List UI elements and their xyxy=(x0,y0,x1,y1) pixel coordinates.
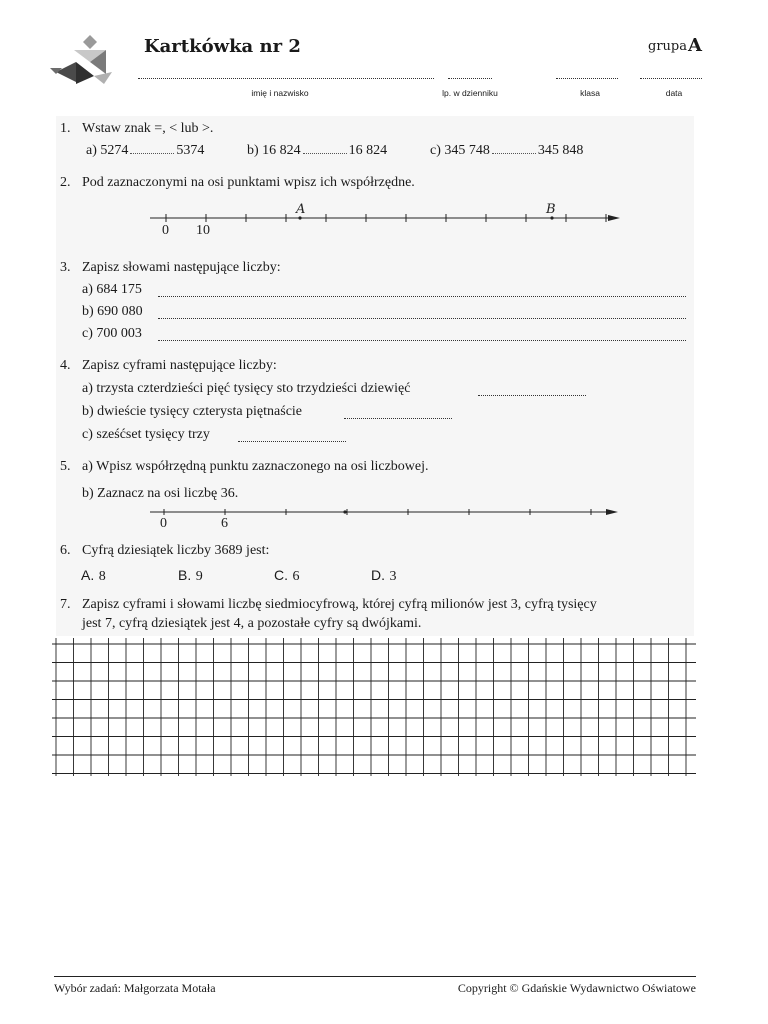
q5-axis-label-6: 6 xyxy=(221,516,228,531)
q5-number: 5. xyxy=(60,459,71,474)
q1b-answer-field[interactable] xyxy=(303,153,347,154)
q4b-answer-field[interactable] xyxy=(344,418,452,419)
q1b-label: b) xyxy=(247,143,259,158)
q6-option-b-value: 9 xyxy=(195,569,203,584)
register-number-field[interactable] xyxy=(448,78,492,79)
q6-option-c-letter: C. xyxy=(274,567,288,583)
q6-option-d[interactable] xyxy=(371,567,396,585)
q6-number: 6. xyxy=(60,543,71,558)
q6-option-a-letter: A. xyxy=(81,567,95,583)
q5-text-b: b) Zaznacz na osi liczbę 36. xyxy=(82,486,239,501)
q3c-answer-field[interactable] xyxy=(158,340,686,341)
q3-number: 3. xyxy=(60,260,71,275)
q1-item-b xyxy=(247,143,387,159)
q5-axis-arrow xyxy=(606,509,618,515)
name-field-label: imię i nazwisko xyxy=(251,88,309,98)
q2-axis-arrow xyxy=(608,215,620,221)
q1b-left: 16 824 xyxy=(262,143,301,158)
q2-number-line[interactable] xyxy=(140,198,630,242)
group-letter: A xyxy=(688,35,702,56)
q2-text: Pod zaznaczonymi na osi punktami wpisz ich współrzędne. xyxy=(82,175,415,190)
q7-line-1: Zapisz cyframi i słowami liczbę siedmiocyfrową, której cyfrą milionów jest 3, cyfrą tysięcy xyxy=(82,597,597,612)
q6-option-d-value: 3 xyxy=(389,569,397,584)
tangram-logo xyxy=(48,32,120,88)
q1-item-a xyxy=(86,143,204,159)
q4-text: Zapisz cyframi następujące liczby: xyxy=(82,358,277,373)
q2-point-b-label: B xyxy=(546,202,556,217)
q7-line-2: jest 7, cyfrą dziesiątek jest 4, a pozostałe cyfry są dwójkami. xyxy=(82,616,422,631)
q4-number: 4. xyxy=(60,358,71,373)
q2-number: 2. xyxy=(60,175,71,190)
q6-option-c-value: 6 xyxy=(292,569,300,584)
q6-option-b[interactable] xyxy=(178,567,203,585)
q5-text-a: a) Wpisz współrzędną punktu zaznaczonego na osi liczbowej. xyxy=(82,459,429,474)
q5-axis-label-0: 0 xyxy=(160,516,167,531)
q5-number-line[interactable] xyxy=(140,500,630,534)
q3-text: Zapisz słowami następujące liczby: xyxy=(82,260,281,275)
q1a-left: 5274 xyxy=(100,143,129,158)
q2-point-a-label: A xyxy=(296,202,306,217)
q1b-right: 16 824 xyxy=(348,143,388,158)
q3-item-a: a) 684 175 xyxy=(82,282,142,297)
q2-axis-label-10: 10 xyxy=(196,223,210,238)
class-label: klasa xyxy=(580,88,600,98)
answer-grid[interactable] xyxy=(52,638,696,778)
date-field[interactable] xyxy=(640,78,702,79)
q1c-left: 345 748 xyxy=(444,143,490,158)
q6-option-b-letter: B. xyxy=(178,567,192,583)
q4-item-b: b) dwieście tysięcy czterysta piętnaście xyxy=(82,404,303,419)
footer-divider xyxy=(54,976,696,977)
q3-item-c: c) 700 003 xyxy=(82,326,142,341)
q1a-label: a) xyxy=(86,143,97,158)
footer-copyright: Copyright © Gdańskie Wydawnictwo Oświatowe xyxy=(457,981,696,995)
grid-lines xyxy=(52,638,696,776)
footer-author: Wybór zadań: Małgorzata Motała xyxy=(54,981,216,995)
q4a-answer-field[interactable] xyxy=(478,395,586,396)
name-field[interactable] xyxy=(138,78,434,79)
q5-point-marker xyxy=(343,510,346,513)
q6-option-a-value: 8 xyxy=(98,569,106,584)
q1-number: 1. xyxy=(60,121,71,136)
q6-option-c[interactable] xyxy=(274,567,299,585)
class-field[interactable] xyxy=(556,78,618,79)
q2-axis-label-0: 0 xyxy=(162,223,169,238)
q6-option-a[interactable] xyxy=(81,567,106,585)
date-label: data xyxy=(665,88,683,98)
q3a-answer-field[interactable] xyxy=(158,296,686,297)
q4-item-a: a) trzysta czterdzieści pięć tysięcy sto trzydzieści dziewięć xyxy=(82,381,411,396)
q1a-answer-field[interactable] xyxy=(130,153,174,154)
q6-text: Cyfrą dziesiątek liczby 3689 jest: xyxy=(82,543,270,558)
q1-item-c xyxy=(430,143,583,159)
q3-item-b: b) 690 080 xyxy=(82,304,143,319)
q1-text: Wstaw znak =, < lub >. xyxy=(82,121,214,136)
group-label: grupa xyxy=(648,39,687,54)
q1c-label: c) xyxy=(430,143,441,158)
q1c-right: 345 848 xyxy=(537,143,584,158)
q6-option-d-letter: D. xyxy=(371,567,385,583)
q3b-answer-field[interactable] xyxy=(158,318,686,319)
q7-number: 7. xyxy=(60,597,71,612)
q4c-answer-field[interactable] xyxy=(238,441,346,442)
register-number-label: lp. w dzienniku xyxy=(442,88,498,98)
page-title: Kartkówka nr 2 xyxy=(144,36,301,57)
q4-item-c: c) sześćset tysięcy trzy xyxy=(82,427,210,442)
q1a-right: 5374 xyxy=(176,143,205,158)
q1c-answer-field[interactable] xyxy=(492,153,536,154)
